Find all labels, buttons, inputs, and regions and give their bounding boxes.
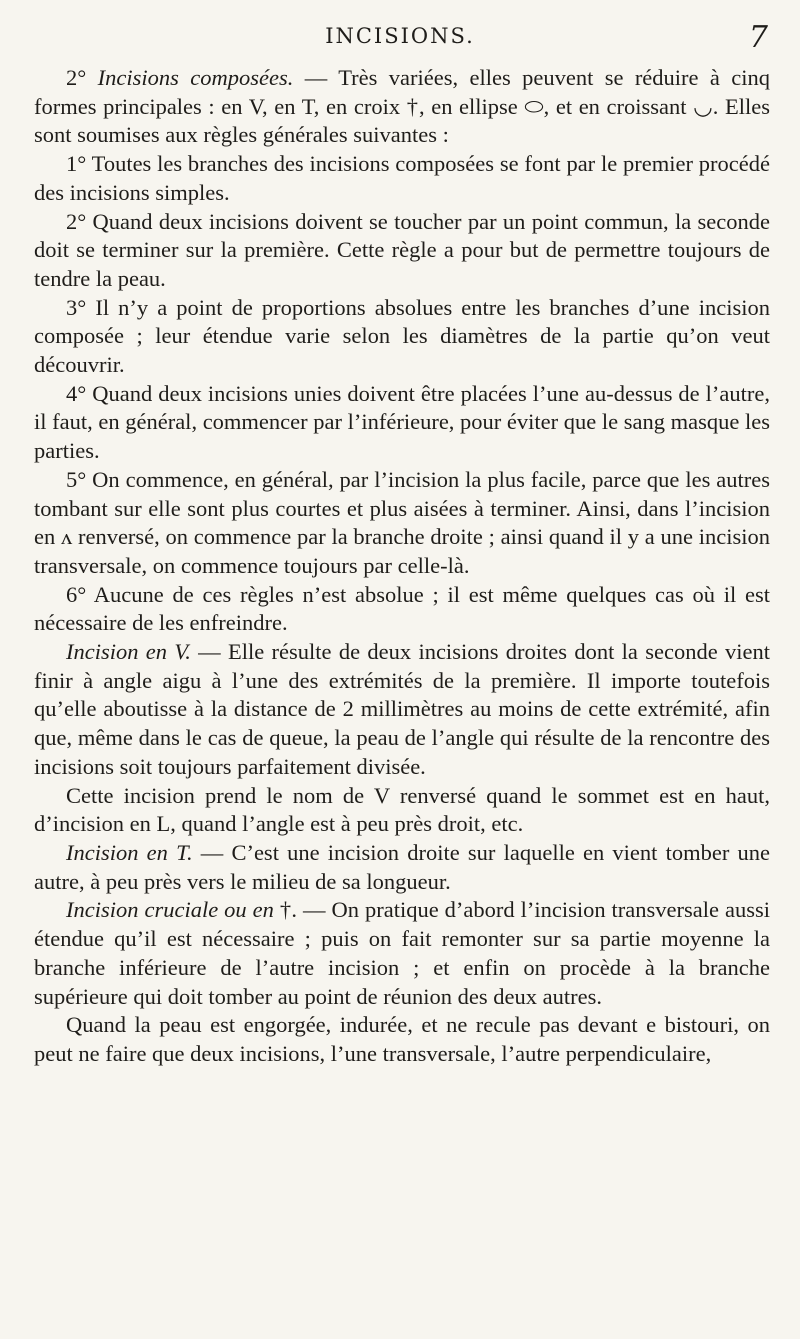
paragraph — [34, 64, 770, 150]
running-head — [0, 22, 800, 56]
paragraph-lead: 2° — [66, 65, 98, 90]
paragraph — [34, 839, 770, 896]
paragraph-heading: Incisions composées. — [97, 65, 294, 90]
paragraph-text: — C’est une incision droite sur laquelle en vient tomber une autre, à peu près vers le milieu de sa longueur. — [34, 839, 770, 894]
paragraph-text: — Elle résulte de deux incisions droites dont la seconde vient finir à angle aigu à l’une des extrémités de la première. Il importe toutefois qu’elle aboutisse à la distance de 2 millimètres au moins de cette extrémité, afin que, même dans le cas de queue, la peau de l’angle qui résulte de la rencontre des incisions soit toujours parfaitement divisée. — [34, 639, 770, 779]
paragraph — [34, 896, 770, 1011]
paragraph-text: 4° Quand deux incisions unies doivent être placées l’une au-dessus de l’autre, il faut, en général, commencer par l’inférieure, pour éviter que le sang masque les parties. — [34, 380, 770, 464]
paragraph-heading: Incision en V. — [66, 639, 191, 665]
paragraph-text: Quand la peau est engorgée, indurée, et ne recule pas devant e bistouri, on peut ne faire que deux incisions, l’une transversale, l’autre perpendiculaire, — [34, 1012, 770, 1066]
paragraph — [34, 581, 770, 638]
paragraph-text: 1° Toutes les branches des incisions composées se font par le premier procédé des incisions simples. — [34, 151, 770, 205]
paragraph-heading: Incision en T. — [66, 839, 193, 865]
paragraph-text: Cette incision prend le nom de V renversé quand le sommet est en haut, d’incision en L, quand l’angle est à peu près droit, etc. — [34, 782, 770, 837]
paragraph — [34, 294, 770, 380]
paragraph — [34, 208, 770, 294]
paragraph-text: — Très variées, elles peuvent se réduire à cinq formes principales : en V, en T, en croix †, en ellipse ⬭, et en croissant ◡. Elles sont soumises aux règles générales suivantes : — [34, 65, 771, 148]
paragraph-text: 5° On commence, en général, par l’incision la plus facile, parce que les autres tombant sur elle sont plus courtes et plus aisées à terminer. Ainsi, dans l’incision en ʌ renversé, on commence par la branche droite ; ainsi quand il y a une incision transversale, on commence toujours par celle-là. — [34, 466, 770, 578]
paragraph — [34, 638, 770, 782]
running-title: INCISIONS. — [325, 24, 475, 48]
page-number: 7 — [748, 20, 768, 55]
paragraph — [34, 380, 770, 466]
body-text — [34, 64, 770, 1069]
paragraph — [34, 466, 770, 581]
paragraph-heading: Incision cruciale ou en — [66, 897, 274, 923]
paragraph — [34, 782, 770, 839]
paragraph-text: 6° Aucune de ces règles n’est absolue ; il est même quelques cas où il est nécessaire de les enfreindre. — [34, 581, 770, 636]
paragraph — [34, 1011, 770, 1068]
paragraph-text: †. — On pratique d’abord l’incision transversale aussi étendue qu’il est nécessaire ; puis on fait remonter sur sa partie moyenne la branche inférieure de l’autre incision ; et enfin on procède à la branche supérieure qui doit tomber au point de réunion des deux autres. — [34, 897, 770, 1009]
paragraph — [34, 150, 770, 207]
paragraph-text: 3° Il n’y a point de proportions absolues entre les branches d’une incision composée ; leur étendue varie selon les diamètres de la partie qu’on veut découvrir. — [34, 294, 770, 378]
paragraph-text: 2° Quand deux incisions doivent se toucher par un point commun, la seconde doit se terminer sur la première. Cette règle a pour but de permettre toujours de tendre la peau. — [34, 208, 770, 291]
